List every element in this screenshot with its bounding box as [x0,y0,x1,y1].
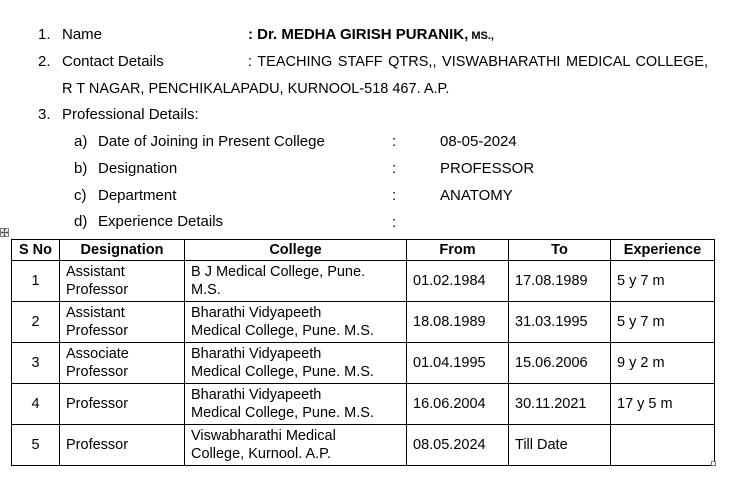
college-line: Bharathi Vidyapeeth [191,346,322,362]
college-line: B J Medical College, Pune. [191,264,366,280]
date-of-joining-label: Date of Joining in Present College [98,133,325,150]
experience-details-label: Experience Details [98,213,224,230]
cell-sno: 5 [12,425,60,466]
cell-sno: 3 [12,343,60,384]
college-line: Viswabharathi Medical [191,428,336,444]
name-value [248,26,494,45]
table-resize-handle[interactable] [711,461,716,466]
department-label: Department [98,187,177,204]
colon: : [392,214,397,231]
college-line: Bharathi Vidyapeeth [191,305,322,321]
table-move-handle-icon[interactable] [0,228,9,237]
table-row [12,261,715,302]
college-line: Medical College, Pune. M.S. [191,405,374,421]
item-number: 2. [38,53,51,70]
designation-line: Professor [66,282,129,298]
designation-value: PROFESSOR [440,160,535,177]
header-designation: Designation [60,240,185,261]
cell-to: 15.06.2006 [509,343,611,384]
college-line: Medical College, Pune. M.S. [191,323,374,339]
cell-to: 31.03.1995 [509,302,611,343]
cell-experience: 5 y 7 m [611,261,715,302]
table-row [12,302,715,343]
contact-value-line1: : TEACHING STAFF QTRS,, VISWABHARATHI MEDICAL COLLEGE, [248,54,708,70]
cell-sno: 4 [12,384,60,425]
name-label: Name [62,26,103,43]
department-value: ANATOMY [440,187,513,204]
header-to: To [509,240,611,261]
cell-from: 18.08.1989 [407,302,509,343]
header-experience: Experience [611,240,715,261]
cell-college [185,384,407,425]
designation-line: Professor [66,364,129,380]
college-line: M.S. [191,282,221,298]
cell-sno: 2 [12,302,60,343]
cell-sno: 1 [12,261,60,302]
designation-line: Assistant [66,305,125,321]
cell-designation: Professor [60,425,185,466]
sub-item-letter: c) [74,187,87,204]
colon: : [392,133,397,150]
cell-college [185,343,407,384]
table-header-row [12,240,715,261]
item-number: 1. [38,26,51,43]
cell-experience: 9 y 2 m [611,343,715,384]
header-from: From [407,240,509,261]
designation-line: Professor [66,323,129,339]
designation-line: Assistant [66,264,125,280]
colon: : [392,160,397,177]
cell-experience: 17 y 5 m [611,384,715,425]
cell-from: 16.06.2004 [407,384,509,425]
cell-experience [611,425,715,466]
header-college: College [185,240,407,261]
name-value-suffix: MS., [468,30,494,42]
date-of-joining-value: 08-05-2024 [440,133,517,150]
college-line: College, Kurnool. A.P. [191,446,331,462]
contact-label: Contact Details [62,53,164,70]
cell-experience: 5 y 7 m [611,302,715,343]
cell-to: 30.11.2021 [509,384,611,425]
cell-to: 17.08.1989 [509,261,611,302]
cell-designation [60,302,185,343]
college-line: Bharathi Vidyapeeth [191,387,322,403]
table-row [12,384,715,425]
name-value-main: : Dr. MEDHA GIRISH PURANIK, [248,26,469,43]
designation-line: Associate [66,346,129,362]
sub-item-letter: b) [74,160,88,177]
sub-item-letter: a) [74,133,88,150]
item-number: 3. [38,106,51,123]
designation-label: Designation [98,160,178,177]
contact-value-line2: R T NAGAR, PENCHIKALAPADU, KURNOOL-518 467. A.P. [62,81,450,97]
cell-designation: Professor [60,384,185,425]
cell-designation [60,261,185,302]
sub-item-letter: d) [74,213,88,230]
college-line: Medical College, Pune. M.S. [191,364,374,380]
header-sno: S No [12,240,60,261]
colon: : [392,187,397,204]
cell-from: 08.05.2024 [407,425,509,466]
table-row [12,425,715,466]
cell-college [185,261,407,302]
table-row [12,343,715,384]
experience-table [11,239,715,466]
professional-details-heading: Professional Details: [62,106,199,123]
cell-from: 01.02.1984 [407,261,509,302]
cell-from: 01.04.1995 [407,343,509,384]
cell-to: Till Date [509,425,611,466]
cell-college [185,302,407,343]
cell-college [185,425,407,466]
cell-designation [60,343,185,384]
